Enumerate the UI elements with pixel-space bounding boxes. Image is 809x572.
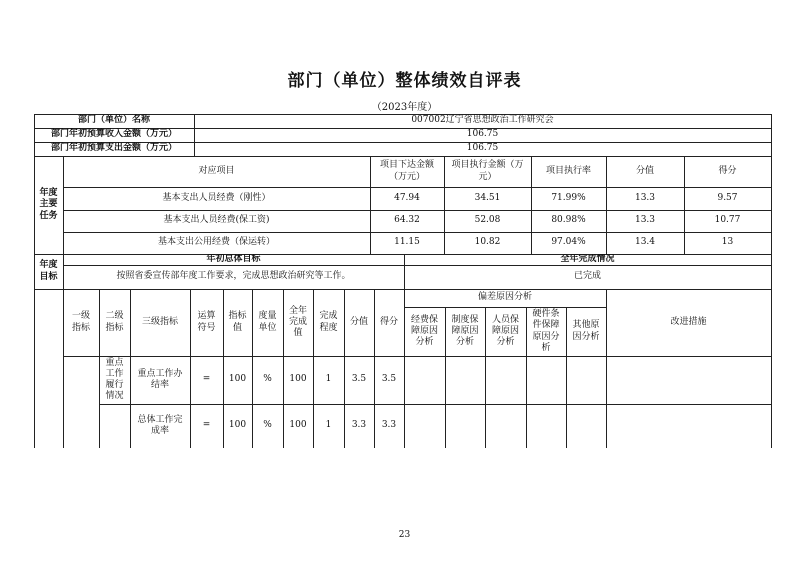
- task-row-exec-amount: 34.51: [474, 192, 501, 203]
- task-row-item: 基本支出公用经费（保运转）: [157, 237, 275, 248]
- ind-header-dev-other: 其他原因分析: [572, 320, 600, 342]
- tasks-header-budget: 项目下达金额（万元）: [379, 160, 434, 182]
- task-row-got: 9.57: [717, 192, 738, 203]
- ind-row-level3: 重点工作办结率: [137, 368, 183, 390]
- dept-name-label: 部门（单位）名称: [77, 115, 150, 126]
- ind-row-got: 3.3: [381, 420, 397, 431]
- ind-header-dev-system: 制度保障原因分析: [451, 314, 479, 348]
- task-row-score: 13.4: [634, 237, 656, 248]
- ind-row-level2: 重点工作履行情况: [105, 357, 124, 402]
- tasks-header-exec-rate: 项目执行率: [545, 165, 591, 176]
- ind-header-improve: 改进措施: [670, 316, 707, 327]
- task-row-exec-rate: 71.99%: [551, 192, 586, 203]
- ind-row-target: 100: [228, 420, 247, 431]
- task-row-got: 13: [721, 237, 734, 248]
- tasks-header-got: 得分: [718, 165, 737, 176]
- ind-row-level3: 总体工作完成率: [137, 414, 183, 436]
- task-row-item: 基本支出人员经费(保工资): [163, 215, 270, 226]
- ind-header-level1: 一级指标: [71, 311, 90, 333]
- ind-header-dev-hardware: 硬件条件保障原因分析: [532, 309, 560, 353]
- task-row-budget: 64.32: [394, 215, 420, 226]
- income-value: 106.75: [466, 129, 499, 140]
- page-number: 23: [398, 530, 411, 540]
- evaluation-table: [34, 114, 771, 448]
- ind-header-dev-staff: 人员保障原因分析: [491, 314, 519, 348]
- income-label: 部门年初预算收入金额（万元）: [50, 129, 177, 140]
- ind-row-operator: =: [202, 374, 211, 385]
- ind-row-degree: 1: [325, 420, 332, 431]
- tasks-header-item: 对应项目: [198, 165, 235, 176]
- ind-row-score: 3.5: [351, 374, 367, 385]
- ind-row-annual: 100: [289, 420, 307, 431]
- ind-row-target: 100: [228, 374, 247, 385]
- tasks-header-exec-amount: 项目执行金额（万元）: [451, 160, 524, 182]
- task-row-budget: 47.94: [394, 192, 420, 203]
- ind-row-got: 3.5: [381, 374, 397, 385]
- task-row-item: 基本支出人员经费（刚性）: [162, 192, 271, 203]
- ind-header-unit: 度量单位: [258, 311, 277, 333]
- page-title: 部门（单位）整体绩效自评表: [287, 71, 522, 91]
- task-row-got: 10.77: [714, 215, 741, 226]
- goals-side-label: 年度目标: [39, 260, 58, 282]
- ind-row-operator: =: [202, 420, 211, 431]
- tasks-side-label: 年度主要任务: [39, 188, 58, 221]
- ind-header-target: 指标值: [228, 311, 247, 333]
- task-row-score: 13.3: [634, 215, 656, 226]
- ind-header-score: 分值: [349, 316, 368, 327]
- expense-value: 106.75: [466, 143, 499, 154]
- task-row-score: 13.3: [634, 192, 656, 203]
- ind-header-degree: 完成程度: [319, 311, 338, 333]
- expense-label: 部门年初预算支出金额（万元）: [50, 143, 177, 154]
- ind-row-degree: 1: [325, 374, 332, 385]
- initial-goal-text: 按照省委宣传部年度工作要求，完成思想政治研究等工作。: [116, 271, 351, 282]
- task-row-exec-rate: 97.04%: [551, 237, 586, 248]
- report-year: （2023年度）: [371, 102, 438, 113]
- task-row-exec-amount: 10.82: [474, 237, 501, 248]
- initial-goal-header: 年初总体目标: [206, 254, 261, 264]
- ind-header-got: 得分: [379, 316, 398, 327]
- ind-header-level3: 三级指标: [141, 316, 178, 327]
- ind-row-unit: %: [263, 374, 272, 385]
- dept-name-value: 007002辽宁省思想政治工作研究会: [411, 115, 554, 126]
- ind-row-unit: %: [263, 420, 272, 431]
- task-row-exec-amount: 52.08: [474, 215, 501, 226]
- ind-header-annual: 全年完成值: [288, 305, 307, 339]
- completion-text: 已完成: [573, 271, 601, 282]
- tasks-header-score: 分值: [635, 165, 654, 176]
- ind-header-level2: 二级指标: [105, 311, 124, 333]
- ind-row-score: 3.3: [351, 420, 367, 431]
- ind-header-dev-funding: 经费保障原因分析: [410, 314, 438, 348]
- completion-header: 全年完成情况: [560, 254, 615, 264]
- ind-header-operator: 运算符号: [197, 311, 216, 333]
- task-row-exec-rate: 80.98%: [551, 215, 586, 226]
- task-row-budget: 11.15: [394, 237, 420, 248]
- ind-header-deviation: 偏差原因分析: [477, 292, 532, 303]
- ind-row-annual: 100: [289, 374, 307, 385]
